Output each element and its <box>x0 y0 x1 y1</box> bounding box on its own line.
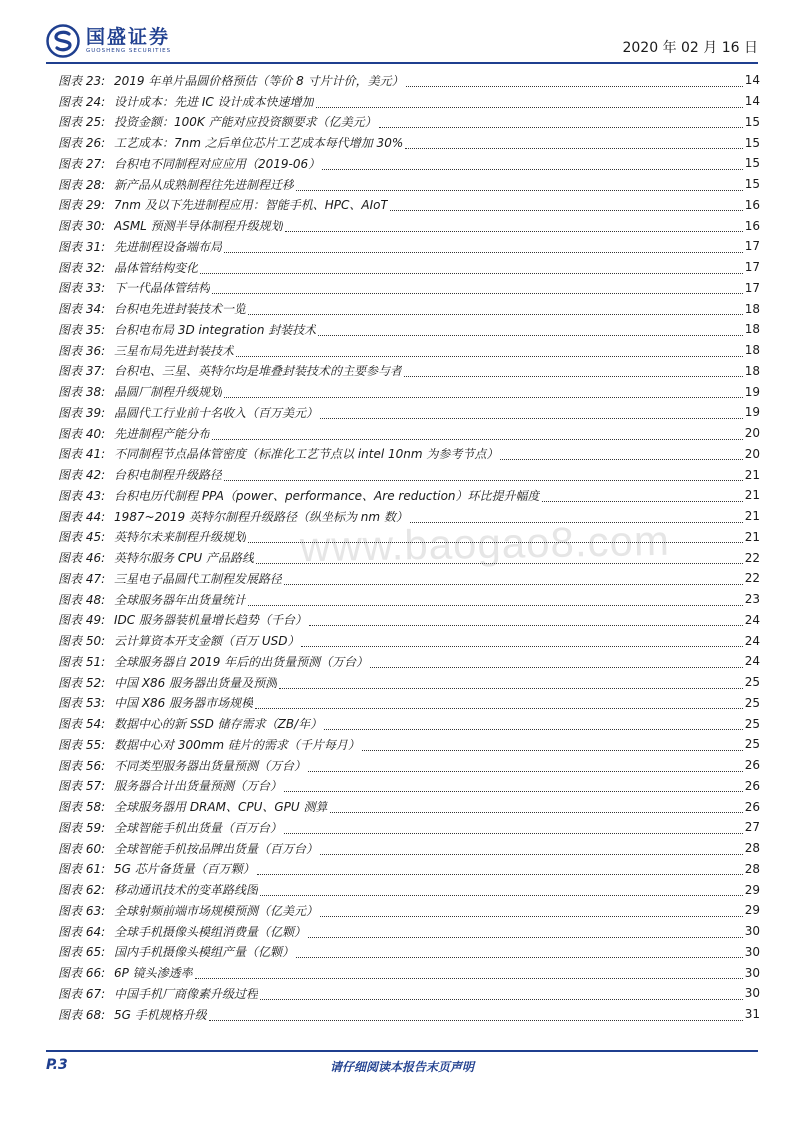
toc-entry-label: 图表 29: <box>58 198 106 213</box>
toc-entry-label: 图表 42: <box>58 468 106 483</box>
toc-leader-dots <box>260 883 743 896</box>
toc-leader-dots <box>296 945 743 958</box>
toc-entry-page: 23 <box>744 592 760 607</box>
toc-entry[interactable] <box>58 672 760 693</box>
toc-entry-title: 5G 芯片备货量（百万颗） <box>114 862 255 877</box>
toc-entry[interactable] <box>58 319 760 340</box>
toc-entry[interactable] <box>58 817 760 838</box>
toc-leader-dots <box>195 966 743 979</box>
toc-entry-label: 图表 58: <box>58 800 106 815</box>
toc-entry[interactable] <box>58 444 760 465</box>
toc-entry-page: 31 <box>744 1007 760 1022</box>
toc-entry-title: 2019 年单片晶圆价格预估（等价 8 寸片计价，美元） <box>114 73 404 88</box>
toc-entry-label: 图表 61: <box>58 862 106 877</box>
toc-entry[interactable] <box>58 568 760 589</box>
toc-entry-page: 18 <box>744 301 760 316</box>
toc-entry-label: 图表 44: <box>58 509 106 524</box>
toc-entry-page: 25 <box>744 695 760 710</box>
toc-entry[interactable] <box>58 361 760 382</box>
toc-entry-title: 中国手机厂商像素升级过程 <box>114 986 259 1001</box>
toc-entry[interactable] <box>58 485 760 506</box>
watermark: www.baogao8.com <box>299 516 671 571</box>
toc-entry-page: 27 <box>744 820 760 835</box>
toc-entry-title: 移动通讯技术的变革路线图 <box>114 883 259 898</box>
toc-leader-dots <box>320 406 743 419</box>
toc-entry-title: 数据中心对 300mm 硅片的需求（千片每月） <box>114 737 360 752</box>
toc-entry-page: 29 <box>744 882 760 897</box>
toc-entry-label: 图表 40: <box>58 426 106 441</box>
toc-leader-dots <box>320 842 743 855</box>
toc-entry-title: 云计算资本开支金额（百万 USD） <box>114 634 300 649</box>
toc-entry[interactable] <box>58 900 760 921</box>
toc-entry-title: 不同类型服务器出货量预测（万台） <box>114 758 307 773</box>
logo-emblem-icon <box>46 24 80 58</box>
toc-entry-label: 图表 34: <box>58 302 106 317</box>
toc-entry-title: 国内手机摄像头模组产量（亿颗） <box>114 945 295 960</box>
toc-entry-label: 图表 60: <box>58 841 106 856</box>
toc-entry-page: 21 <box>744 467 760 482</box>
toc-entry[interactable] <box>58 547 760 568</box>
toc-entry[interactable] <box>58 838 760 859</box>
toc-entry-label: 图表 31: <box>58 239 106 254</box>
toc-leader-dots <box>284 821 743 834</box>
toc-entry-label: 图表 23: <box>58 73 106 88</box>
toc-entry-title: 先进制程设备端布局 <box>114 239 223 254</box>
toc-entry[interactable] <box>58 153 760 174</box>
toc-entry[interactable] <box>58 527 760 548</box>
toc-entry-label: 图表 68: <box>58 1007 106 1022</box>
toc-leader-dots <box>308 925 743 938</box>
toc-entry[interactable] <box>58 610 760 631</box>
toc-leader-dots <box>322 157 743 170</box>
toc-leader-dots <box>362 738 743 751</box>
toc-entry-title: 7nm 及以下先进制程应用：智能手机、HPC、AIoT <box>114 198 388 213</box>
toc-entry-page: 17 <box>744 260 760 275</box>
disclaimer-text: 请仔细阅读本报告末页声明 <box>329 1060 474 1074</box>
toc-entry-title: 台积电历代制程 PPA（power、performance、Are reduction）环比提升幅度 <box>114 488 540 503</box>
toc-leader-dots <box>500 447 742 460</box>
toc-entry-label: 图表 64: <box>58 924 106 939</box>
toc-entry-title: 台积电制程升级路径 <box>114 468 223 483</box>
toc-entry[interactable] <box>58 132 760 153</box>
toc-entry-page: 16 <box>744 218 760 233</box>
toc-entry-label: 图表 38: <box>58 385 106 400</box>
toc-entry-title: 台积电先进封装技术一览 <box>114 302 247 317</box>
toc-entry-label: 图表 57: <box>58 779 106 794</box>
toc-entry[interactable] <box>58 879 760 900</box>
toc-leader-dots <box>285 219 743 232</box>
toc-entry-label: 图表 67: <box>58 986 106 1001</box>
toc-entry-page: 19 <box>744 405 760 420</box>
toc-leader-dots <box>301 634 742 647</box>
toc-leader-dots <box>318 323 742 336</box>
toc-entry-title: 台积电、三星、英特尔均是堆叠封装技术的主要参与者 <box>114 364 403 379</box>
toc-entry-title: 全球手机摄像头模组消费量（亿颗） <box>114 924 307 939</box>
toc-entry-page: 20 <box>744 426 760 441</box>
toc-entry-title: 三星布局先进封装技术 <box>114 343 235 358</box>
toc-entry-page: 15 <box>744 135 760 150</box>
toc-entry-label: 图表 49: <box>58 613 106 628</box>
toc-entry-label: 图表 37: <box>58 364 106 379</box>
toc-leader-dots <box>405 136 742 149</box>
toc-leader-dots <box>248 593 743 606</box>
toc-entry[interactable] <box>58 693 760 714</box>
page-header <box>46 22 758 64</box>
toc-entry-title: 晶圆代工行业前十名收入（百万美元） <box>114 405 319 420</box>
toc-entry-title: 1987~2019 英特尔制程升级路径（纵坐标为 nm 数） <box>114 509 408 524</box>
toc-entry[interactable] <box>58 278 760 299</box>
toc-entry[interactable] <box>58 962 760 983</box>
toc-entry-page: 21 <box>744 509 760 524</box>
toc-entry[interactable] <box>58 464 760 485</box>
toc-entry[interactable] <box>58 921 760 942</box>
toc-entry-page: 15 <box>744 114 760 129</box>
toc-entry-label: 图表 24: <box>58 94 106 109</box>
toc-entry-title: 晶圆厂制程升级规划 <box>114 385 223 400</box>
toc-leader-dots <box>255 696 743 709</box>
toc-entry-page: 18 <box>744 322 760 337</box>
toc-entry[interactable] <box>58 589 760 610</box>
toc-leader-dots <box>212 281 743 294</box>
toc-entry-label: 图表 48: <box>58 592 106 607</box>
toc-entry-page: 29 <box>744 903 760 918</box>
toc-entry[interactable] <box>58 734 760 755</box>
toc-entry-label: 图表 56: <box>58 758 106 773</box>
toc-entry-page: 21 <box>744 488 760 503</box>
toc-entry-label: 图表 65: <box>58 945 106 960</box>
toc-entry-label: 图表 54: <box>58 717 106 732</box>
toc-entry[interactable] <box>58 859 760 880</box>
toc-entry-page: 14 <box>744 94 760 109</box>
toc-entry-label: 图表 41: <box>58 447 106 462</box>
toc-entry-page: 19 <box>744 384 760 399</box>
toc-entry[interactable] <box>58 91 760 112</box>
toc-entry-label: 图表 25: <box>58 115 106 130</box>
toc-entry[interactable] <box>58 70 760 91</box>
toc-entry-label: 图表 36: <box>58 343 106 358</box>
toc-entry-label: 图表 30: <box>58 219 106 234</box>
toc-leader-dots <box>279 676 743 689</box>
toc-entry-page: 17 <box>744 239 760 254</box>
toc-entry-title: 英特尔未来制程升级规划 <box>114 530 247 545</box>
toc-entry[interactable] <box>58 381 760 402</box>
toc-leader-dots <box>316 95 743 108</box>
toc-leader-dots <box>296 178 743 191</box>
toc-entry-title: 服务器合计出货量预测（万台） <box>114 779 283 794</box>
toc-entry[interactable] <box>58 796 760 817</box>
toc-entry-page: 26 <box>744 778 760 793</box>
toc-entry-label: 图表 50: <box>58 634 106 649</box>
toc-entry-page: 24 <box>744 654 760 669</box>
toc-entry-title: 全球服务器用 DRAM、CPU、GPU 测算 <box>114 800 328 815</box>
toc-entry-label: 图表 26: <box>58 136 106 151</box>
toc-entry-page: 30 <box>744 986 760 1001</box>
toc-entry-label: 图表 52: <box>58 675 106 690</box>
toc-entry-label: 图表 35: <box>58 322 106 337</box>
toc-entry-title: 晶体管结构变化 <box>114 260 199 275</box>
toc-entry-title: 数据中心的新 SSD 储存需求（ZB/年） <box>114 717 323 732</box>
toc-entry[interactable] <box>58 298 760 319</box>
toc-entry-title: 新产品从成熟制程往先进制程迁移 <box>114 177 295 192</box>
page-footer <box>46 1050 758 1082</box>
toc-entry-page: 20 <box>744 446 760 461</box>
toc-entry-page: 15 <box>744 156 760 171</box>
toc-leader-dots <box>248 302 743 315</box>
toc-entry[interactable] <box>58 942 760 963</box>
toc-entry[interactable] <box>58 402 760 423</box>
toc-entry[interactable] <box>58 257 760 278</box>
toc-entry[interactable] <box>58 755 760 776</box>
toc-entry[interactable] <box>58 713 760 734</box>
toc-entry[interactable] <box>58 506 760 527</box>
toc-entry-page: 22 <box>744 571 760 586</box>
toc-entry-page: 30 <box>744 965 760 980</box>
toc-entry-label: 图表 63: <box>58 903 106 918</box>
toc-entry[interactable] <box>58 423 760 444</box>
toc-entry[interactable] <box>58 195 760 216</box>
brand-name: 国盛证券 <box>86 26 171 48</box>
toc-leader-dots <box>410 510 743 523</box>
toc-entry-title: 英特尔服务 CPU 产品路线 <box>114 551 255 566</box>
toc-leader-dots <box>379 115 743 128</box>
toc-entry-title: 台积电不同制程对应应用（2019-06） <box>114 156 321 171</box>
toc-entry-title: 5G 手机规格升级 <box>114 1007 207 1022</box>
toc-leader-dots <box>236 344 743 357</box>
toc-entry-label: 图表 27: <box>58 156 106 171</box>
toc-entry-title: 6P 镜头渗透率 <box>114 966 193 981</box>
toc-leader-dots <box>330 800 743 813</box>
toc-entry[interactable] <box>58 340 760 361</box>
toc-entry-page: 22 <box>744 550 760 565</box>
toc-entry[interactable] <box>58 983 760 1004</box>
toc-leader-dots <box>406 74 743 87</box>
toc-leader-dots <box>212 427 743 440</box>
toc-leader-dots <box>320 904 743 917</box>
toc-leader-dots <box>284 572 743 585</box>
toc-entry-page: 18 <box>744 343 760 358</box>
toc-entry-title: 设计成本：先进 IC 设计成本快速增加 <box>114 94 314 109</box>
company-logo <box>46 24 171 58</box>
toc-entry-page: 26 <box>744 799 760 814</box>
toc-leader-dots <box>224 240 743 253</box>
toc-entry-label: 图表 51: <box>58 654 106 669</box>
toc-entry-label: 图表 45: <box>58 530 106 545</box>
toc-leader-dots <box>224 468 743 481</box>
toc-leader-dots <box>542 489 743 502</box>
report-date: 2020 年 02 月 16 日 <box>622 40 758 56</box>
toc-entry-title: IDC 服务器装机量增长趋势（千台） <box>114 613 307 628</box>
toc-entry-title: 三星电子晶圆代工制程发展路径 <box>114 571 283 586</box>
toc-leader-dots <box>257 862 743 875</box>
toc-entry-title: 台积电布局 3D integration 封装技术 <box>114 322 317 337</box>
toc-leader-dots <box>248 530 743 543</box>
toc-entry-title: 全球服务器年出货量统计 <box>114 592 247 607</box>
toc-entry-page: 28 <box>744 841 760 856</box>
toc-leader-dots <box>284 779 743 792</box>
brand-name-english: GUOSHENG SECURITIES <box>86 48 172 54</box>
toc-leader-dots <box>209 1008 743 1021</box>
toc-entry-title: 全球智能手机出货量（百万台） <box>114 820 283 835</box>
toc-leader-dots <box>309 613 743 626</box>
toc-leader-dots <box>200 261 743 274</box>
toc-entry-page: 30 <box>744 944 760 959</box>
toc-entry-page: 25 <box>744 675 760 690</box>
toc-entry-label: 图表 32: <box>58 260 106 275</box>
toc-entry-label: 图表 66: <box>58 966 106 981</box>
toc-entry-title: 投资金额：100K 产能对应投资额要求（亿美元） <box>114 115 377 130</box>
toc-leader-dots <box>370 655 743 668</box>
toc-entry-page: 18 <box>744 363 760 378</box>
toc-entry-title: 先进制程产能分布 <box>114 426 211 441</box>
toc-entry-label: 图表 53: <box>58 696 106 711</box>
toc-leader-dots <box>308 759 743 772</box>
toc-entry[interactable] <box>58 112 760 133</box>
toc-entry-title: 全球服务器自 2019 年后的出货量预测（万台） <box>114 654 369 669</box>
toc-entry-page: 25 <box>744 737 760 752</box>
toc-entry-title: 工艺成本：7nm 之后单位芯片工艺成本每代增加 30% <box>114 136 404 151</box>
toc-entry-title: 中国 X86 服务器市场规模 <box>114 696 254 711</box>
figure-list <box>58 70 760 1025</box>
toc-entry-label: 图表 59: <box>58 820 106 835</box>
toc-entry-label: 图表 62: <box>58 883 106 898</box>
toc-leader-dots <box>256 551 743 564</box>
toc-entry-page: 25 <box>744 716 760 731</box>
toc-entry-page: 26 <box>744 758 760 773</box>
toc-entry-page: 30 <box>744 924 760 939</box>
toc-entry-page: 28 <box>744 861 760 876</box>
toc-entry-title: 中国 X86 服务器出货量及预测 <box>114 675 278 690</box>
toc-entry[interactable] <box>58 776 760 797</box>
page-number: P.3 <box>46 1057 68 1073</box>
toc-leader-dots <box>324 717 743 730</box>
toc-leader-dots <box>260 987 743 1000</box>
toc-entry-title: 不同制程节点晶体管密度（标准化工艺节点以 intel 10nm 为参考节点） <box>114 447 499 462</box>
toc-entry-page: 17 <box>744 280 760 295</box>
toc-entry-label: 图表 55: <box>58 737 106 752</box>
toc-entry-label: 图表 47: <box>58 571 106 586</box>
toc-entry-title: 全球射频前端市场规模预测（亿美元） <box>114 903 319 918</box>
toc-entry[interactable] <box>58 236 760 257</box>
toc-entry[interactable] <box>58 215 760 236</box>
toc-entry-title: 全球智能手机按品牌出货量（百万台） <box>114 841 319 856</box>
toc-entry-page: 16 <box>744 197 760 212</box>
toc-entry-label: 图表 28: <box>58 177 106 192</box>
toc-entry-title: 下一代晶体管结构 <box>114 281 211 296</box>
toc-entry-page: 15 <box>744 177 760 192</box>
toc-entry-page: 24 <box>744 612 760 627</box>
toc-entry[interactable] <box>58 651 760 672</box>
toc-entry-title: ASML 预测半导体制程升级规划 <box>114 219 283 234</box>
toc-entry[interactable] <box>58 630 760 651</box>
toc-entry-label: 图表 43: <box>58 488 106 503</box>
toc-entry-page: 14 <box>744 73 760 88</box>
toc-entry-label: 图表 39: <box>58 405 106 420</box>
toc-leader-dots <box>224 385 743 398</box>
toc-entry-page: 21 <box>744 529 760 544</box>
toc-entry-label: 图表 33: <box>58 281 106 296</box>
toc-entry[interactable] <box>58 174 760 195</box>
toc-leader-dots <box>404 364 743 377</box>
toc-entry-label: 图表 46: <box>58 551 106 566</box>
toc-leader-dots <box>390 198 743 211</box>
toc-entry-page: 24 <box>744 633 760 648</box>
toc-entry[interactable] <box>58 1004 760 1025</box>
